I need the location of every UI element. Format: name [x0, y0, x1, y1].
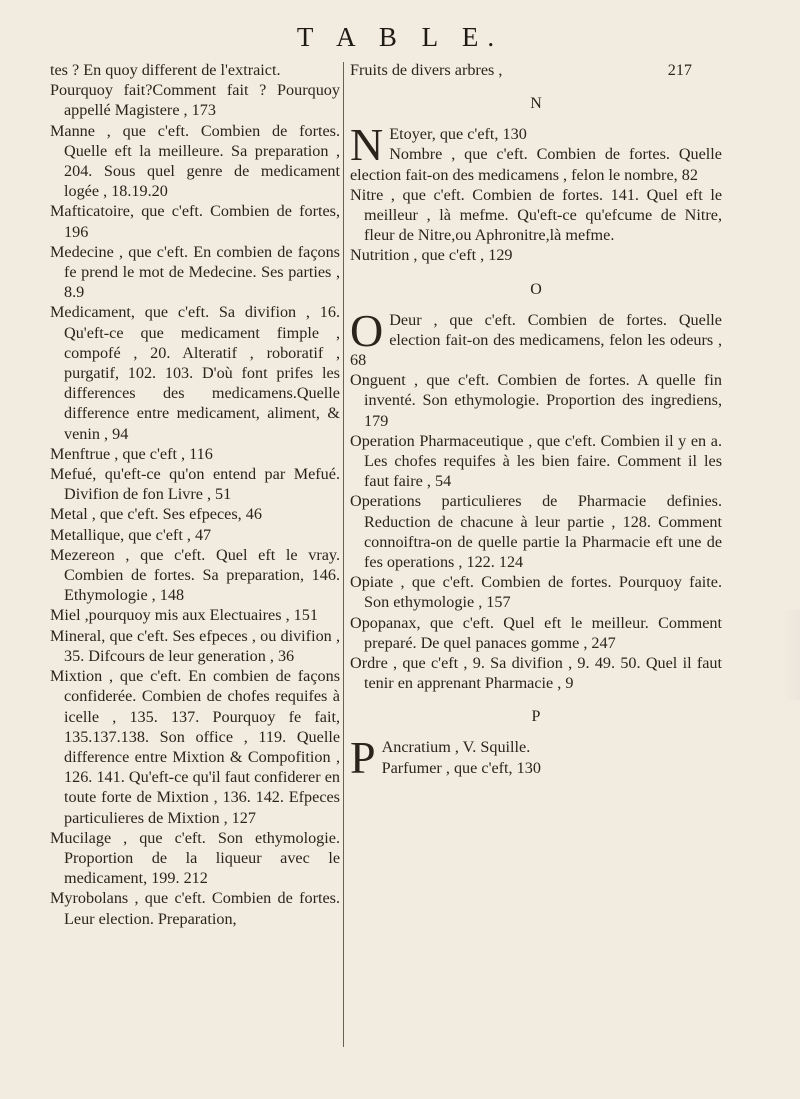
index-entry: Mineral, que c'eft. Ses efpeces , ou divifion , 35. Difcours de leur generation , 36: [50, 626, 340, 665]
index-entry: Miel ,pourquoy mis aux Electuaires , 151: [50, 606, 318, 625]
drop-cap-n: N: [350, 119, 384, 171]
index-entry: N Etoyer, que c'eft, 130 Nombre , que c'eft. Combien de fortes. Quelle election fait-on des medicamens , felon le nombre, 82: [350, 119, 722, 184]
section-letter-o: O: [530, 280, 542, 298]
index-entry: Opiate , que c'eft. Combien de fortes. Pourquoy faite. Son ethymologie , 157: [350, 573, 722, 612]
index-entry: Mezereon , que c'eft. Quel eft le vray. Combien de fortes. Sa preparation, 146. Ethymologie , 148: [50, 545, 340, 605]
index-entry: Nitre , que c'eft. Combien de fortes. 141. Quel eft le meilleur , là mefme. Qu'eft-ce qu'efcume de Nitre, fleur de Nitre,ou Aphronitre,là mefme.: [350, 185, 722, 245]
index-entry: P Ancratium , V. Squille. Parfumer , que c'eft, 130: [350, 732, 541, 784]
index-entry: Metal , que c'eft. Ses efpeces, 46: [50, 505, 262, 524]
continuation-page: 217: [667, 61, 692, 79]
left-column: [50, 60, 340, 929]
index-entry: Onguent , que c'eft. Combien de fortes. A quelle fin inventé. Son ethymologie. Proportion des ingrediens, 179: [350, 371, 722, 430]
index-entry: O Deur , que c'eft. Combien de fortes. Quelle election fait-on des medicamens, felon les odeurs , 68: [350, 304, 722, 370]
index-entry: tes ? En quoy different de l'extraict.: [50, 61, 281, 79]
index-entry: Mafticatoire, que c'eft. Combien de fortes, 196: [50, 202, 340, 241]
index-entry: Medecine , que c'eft. En combien de façons fe prend le mot de Medecine. Ses parties , 8.9: [50, 242, 340, 302]
index-entry: Mucilage , que c'eft. Son ethymologie. Proportion de la liqueur avec le medicament, 199. 212: [50, 828, 340, 888]
continuation-header: [350, 60, 722, 80]
index-entry: Manne , que c'eft. Combien de fortes. Quelle eft la meilleure. Sa preparation , 204. Sous quel genre de medicament logée , 18.19.20: [50, 121, 340, 201]
section-letter-n: N: [530, 95, 542, 113]
index-entry: Medicament, que c'eft. Sa divifion , 16. Qu'eft-ce que medicament fimple , compofé , 20. Alteratif , roboratif , purgatif, 102. 103. D'où font prifes les differences des medicamens.Quelle difference entre medicament, aliment, & venin , 94: [50, 303, 340, 443]
column-divider: [343, 62, 344, 1047]
index-entry: Mixtion , que c'eft. En combien de façons confiderée. Combien de chofes requifes à icelle , 135. 137. Pourquoy fe fait, 135.137.138. Son office , 119. Quelle difference entre Mixtion & Compofition , 126. 141. Qu'eft-ce qu'il faut confiderer en toute forte de Mixtion , 136. 142. Efpeces particulieres de Mixtion , 127: [50, 667, 340, 827]
right-column: [350, 60, 722, 784]
running-head: T A B L E.: [296, 22, 504, 52]
index-entry: Metallique, que c'eft , 47: [50, 525, 212, 544]
index-entry: Nutrition , que c'eft , 129: [350, 246, 513, 265]
page-edge-shadow: [780, 610, 800, 700]
drop-cap-p: P: [350, 732, 376, 784]
index-entry: Operation Pharmaceutique , que c'eft. Combien il y en a. Les chofes requifes à les bien faire. Comment il les faut faire , 54: [350, 431, 722, 491]
index-entry: Myrobolans , que c'eft. Combien de fortes. Leur election. Preparation,: [50, 889, 340, 928]
index-entry: Menftrue , que c'eft , 116: [50, 444, 213, 463]
index-entry: Ordre , que c'eft , 9. Sa divifion , 9. 49. 50. Quel il faut tenir en apprenant Pharmacie , 9: [350, 654, 722, 693]
drop-cap-o: O: [350, 304, 384, 356]
continuation-title: Fruits de divers arbres ,: [350, 61, 503, 79]
index-entry: Opopanax, que c'eft. Quel eft le meilleur. Comment preparé. De quel panaces gomme , 247: [350, 613, 722, 652]
index-entry: Operations particulieres de Pharmacie definies. Reduction de chacune à leur partie , 128. Comment connoiftra-on de quelle partie la Pharmacie eft une de fes operations , 122. 124: [350, 492, 722, 572]
index-entry: Mefué, qu'eft-ce qu'on entend par Mefué. Divifion de fon Livre , 51: [50, 465, 340, 504]
section-letter-p: P: [531, 708, 541, 726]
index-entry: Pourquoy fait?Comment fait ? Pourquoy appellé Magistere , 173: [50, 81, 340, 120]
